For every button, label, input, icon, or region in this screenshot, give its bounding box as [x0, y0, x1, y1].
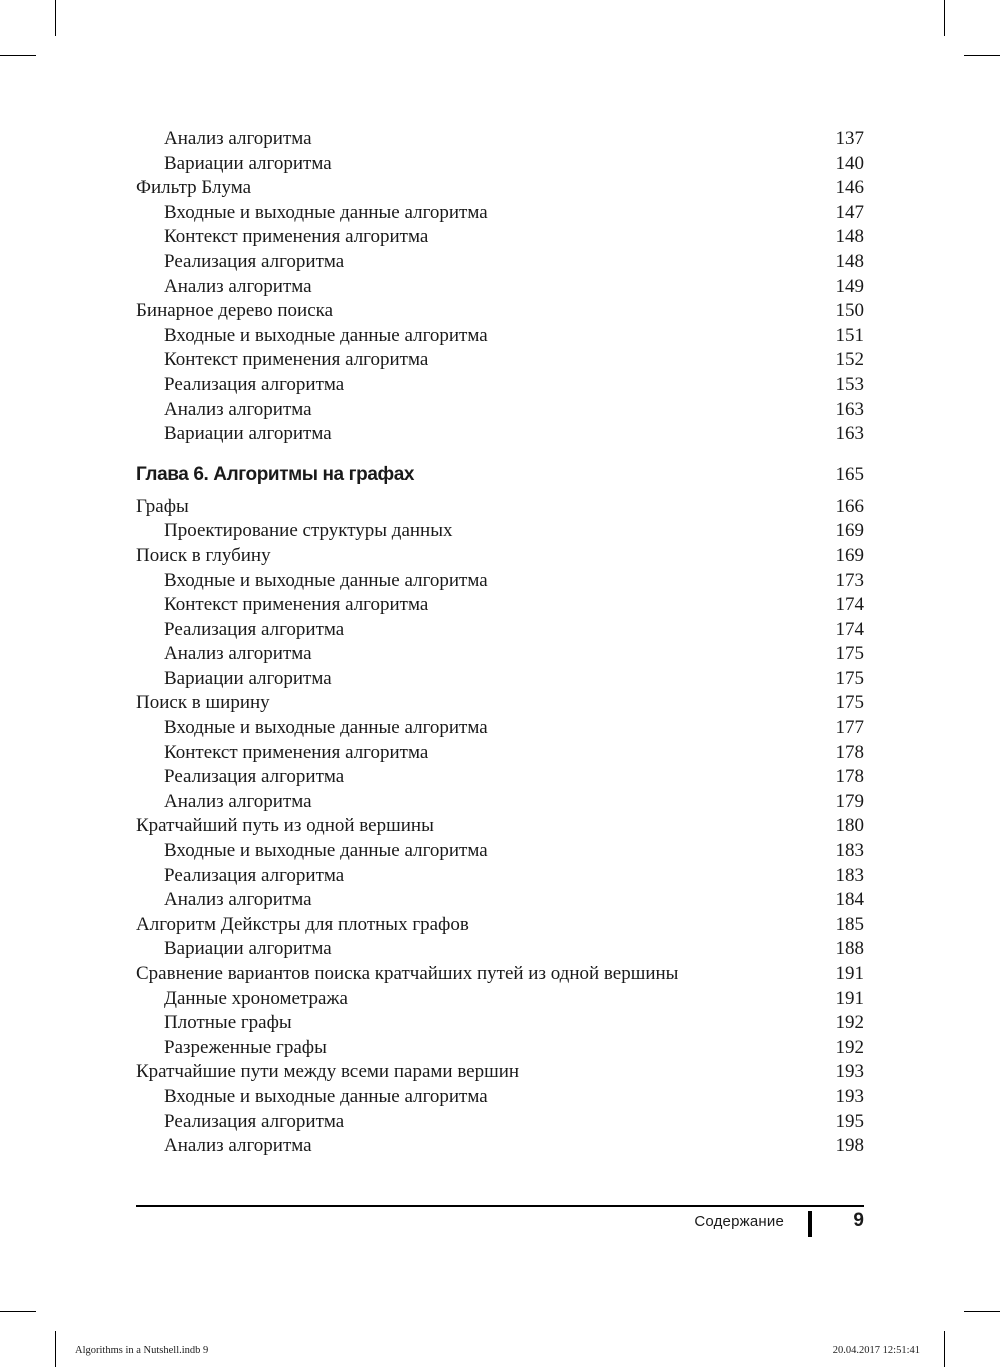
toc-entry-page: 191	[835, 963, 864, 984]
toc-entry-page: 163	[835, 423, 864, 445]
toc-entry-title: Вариации алгоритма	[164, 152, 332, 174]
toc-entry	[136, 1110, 864, 1135]
crop-mark-top-left-v	[55, 0, 56, 36]
toc-entry	[136, 495, 864, 520]
toc-entry-page: 140	[835, 152, 864, 174]
toc-entry	[136, 569, 864, 594]
toc-entry-title: Анализ алгоритма	[164, 643, 312, 665]
toc-entry-page: 137	[835, 128, 864, 149]
toc-entry-title: Проектирование структуры данных	[164, 520, 453, 542]
toc-entry-page: 148	[835, 250, 864, 272]
toc-entry	[136, 691, 864, 716]
toc-entry	[136, 864, 864, 889]
toc-entry	[136, 1011, 864, 1036]
toc-entry-page: 175	[835, 643, 864, 665]
crop-mark-top-right-h	[964, 55, 1000, 56]
toc-entry-title: Плотные графы	[164, 1012, 292, 1034]
footer-rule	[136, 1205, 864, 1207]
toc-entry-page: 174	[835, 594, 864, 616]
toc-entry-page: 198	[835, 1135, 864, 1157]
toc-entry	[136, 299, 864, 324]
toc-entry	[136, 250, 864, 275]
toc-entry-page: 193	[835, 1061, 864, 1083]
toc-entry	[136, 324, 864, 349]
toc-entry-page: 185	[835, 913, 864, 935]
toc-entry-page: 183	[835, 864, 864, 886]
toc-entry-page: 148	[835, 226, 864, 248]
toc-entry	[136, 667, 864, 692]
toc-entry	[136, 987, 864, 1012]
toc-entry-title: Реализация алгоритма	[164, 1110, 345, 1132]
crop-mark-bottom-right-v	[944, 1331, 945, 1367]
table-of-contents	[136, 127, 864, 1159]
toc-entry	[136, 913, 864, 938]
toc-entry	[136, 544, 864, 569]
toc-entry	[136, 519, 864, 544]
toc-entry-title: Кратчайшие пути между всеми парами вершин	[136, 1061, 520, 1083]
toc-entry-page: 152	[835, 349, 864, 371]
toc-entry-title: Разреженные графы	[164, 1036, 327, 1058]
toc-entry-page: 192	[835, 1036, 864, 1058]
toc-entry-title: Анализ алгоритма	[164, 398, 312, 420]
toc-entry	[136, 176, 864, 201]
toc-entry-title: Контекст применения алгоритма	[164, 741, 429, 763]
toc-entry-title: Контекст применения алгоритма	[164, 226, 429, 248]
toc-entry-page: 169	[835, 544, 864, 566]
print-slug-file: Algorithms in a Nutshell.indb 9	[75, 1345, 209, 1356]
toc-entry	[136, 1134, 864, 1159]
toc-entry	[136, 765, 864, 790]
toc-entry	[136, 618, 864, 643]
toc-entry	[136, 348, 864, 373]
toc-entry-page: 177	[835, 717, 864, 739]
crop-mark-top-right-v	[944, 0, 945, 36]
toc-entry	[136, 225, 864, 250]
toc-entry-title: Поиск в ширину	[136, 692, 270, 714]
toc-entry-title: Реализация алгоритма	[164, 766, 345, 788]
toc-entry	[136, 642, 864, 667]
toc-entry-title: Анализ алгоритма	[164, 1135, 312, 1157]
toc-entry-title: Данные хронометража	[164, 987, 348, 1009]
toc-entry-title: Поиск в глубину	[136, 544, 271, 566]
toc-entry-title: Вариации алгоритма	[164, 423, 332, 445]
toc-entry-title: Входные и выходные данные алгоритма	[164, 569, 488, 591]
crop-mark-bottom-left-v	[55, 1331, 56, 1367]
toc-entry	[136, 937, 864, 962]
toc-entry	[136, 201, 864, 226]
toc-entry	[136, 839, 864, 864]
toc-entry-title: Кратчайший путь из одной вершины	[136, 815, 434, 837]
toc-entry-page: 175	[835, 692, 864, 714]
toc-entry-page: 178	[835, 766, 864, 788]
toc-entry-title: Контекст применения алгоритма	[164, 349, 429, 371]
toc-entry	[136, 127, 864, 152]
toc-entry-page: 147	[835, 201, 864, 223]
toc-entry-page: 191	[835, 987, 864, 1009]
toc-entry-title: Входные и выходные данные алгоритма	[164, 1085, 488, 1107]
toc-entry-page: 150	[835, 300, 864, 322]
toc-entry-title: Анализ алгоритма	[164, 790, 312, 812]
toc-entry-title: Вариации алгоритма	[164, 667, 332, 689]
toc-entry-page: 169	[835, 520, 864, 542]
toc-entry-page: 184	[835, 889, 864, 911]
toc-entry-title: Контекст применения алгоритма	[164, 594, 429, 616]
toc-entry-page: 173	[835, 569, 864, 591]
toc-entry	[136, 790, 864, 815]
footer-page-number: 9	[853, 1210, 864, 1231]
toc-chapter-heading	[136, 461, 864, 491]
toc-entry-page: 178	[835, 741, 864, 763]
toc-entry-page: 175	[835, 667, 864, 689]
toc-entry-title: Глава 6. Алгоритмы на графах	[136, 463, 415, 485]
footer-separator-bar	[808, 1211, 812, 1237]
toc-entry	[136, 1036, 864, 1061]
toc-entry	[136, 398, 864, 423]
toc-entry	[136, 814, 864, 839]
footer-section-title: Содержание	[694, 1213, 784, 1230]
crop-mark-bottom-right-h	[964, 1311, 1000, 1312]
toc-entry-title: Анализ алгоритма	[164, 128, 312, 149]
toc-entry-page: 153	[835, 373, 864, 395]
toc-entry	[136, 152, 864, 177]
toc-entry	[136, 962, 864, 987]
toc-entry-title: Анализ алгоритма	[164, 275, 312, 297]
toc-entry-title: Реализация алгоритма	[164, 373, 345, 395]
toc-entry-title: Реализация алгоритма	[164, 618, 345, 640]
toc-entry	[136, 422, 864, 447]
crop-mark-bottom-left-h	[0, 1311, 36, 1312]
toc-entry-page: 149	[835, 275, 864, 297]
print-slug-timestamp: 20.04.2017 12:51:41	[832, 1345, 920, 1356]
toc-entry	[136, 593, 864, 618]
toc-entry-page: 188	[835, 938, 864, 960]
toc-entry	[136, 716, 864, 741]
toc-entry	[136, 275, 864, 300]
toc-entry-page: 183	[835, 840, 864, 862]
toc-entry	[136, 888, 864, 913]
toc-entry-title: Входные и выходные данные алгоритма	[164, 840, 488, 862]
toc-entry-title: Фильтр Блума	[136, 177, 252, 199]
toc-entry-title: Графы	[136, 495, 189, 517]
toc-entry-page: 195	[835, 1110, 864, 1132]
toc-entry-page: 165	[835, 463, 864, 485]
toc-entry-title: Бинарное дерево поиска	[136, 300, 334, 322]
toc-entry-page: 179	[835, 790, 864, 812]
toc-entry-title: Алгоритм Дейкстры для плотных графов	[136, 913, 469, 935]
toc-entry-page: 180	[835, 815, 864, 837]
toc-entry-title: Сравнение вариантов поиска кратчайших путей из одной вершины	[136, 963, 679, 984]
toc-entry	[136, 1060, 864, 1085]
crop-mark-top-left-h	[0, 55, 36, 56]
toc-entry-page: 166	[835, 495, 864, 517]
toc-entry-title: Анализ алгоритма	[164, 889, 312, 911]
toc-entry-page: 151	[835, 324, 864, 346]
toc-entry-page: 192	[835, 1012, 864, 1034]
toc-entry-title: Реализация алгоритма	[164, 864, 345, 886]
toc-entry-title: Вариации алгоритма	[164, 938, 332, 960]
toc-entry-title: Входные и выходные данные алгоритма	[164, 201, 488, 223]
toc-entry-title: Реализация алгоритма	[164, 250, 345, 272]
toc-entry	[136, 1085, 864, 1110]
toc-entry-page: 193	[835, 1085, 864, 1107]
toc-entry-title: Входные и выходные данные алгоритма	[164, 324, 488, 346]
toc-entry-title: Входные и выходные данные алгоритма	[164, 717, 488, 739]
toc-entry-page: 163	[835, 398, 864, 420]
toc-entry-page: 174	[835, 618, 864, 640]
toc-entry	[136, 373, 864, 398]
toc-entry	[136, 741, 864, 766]
toc-entry-page: 146	[835, 177, 864, 199]
